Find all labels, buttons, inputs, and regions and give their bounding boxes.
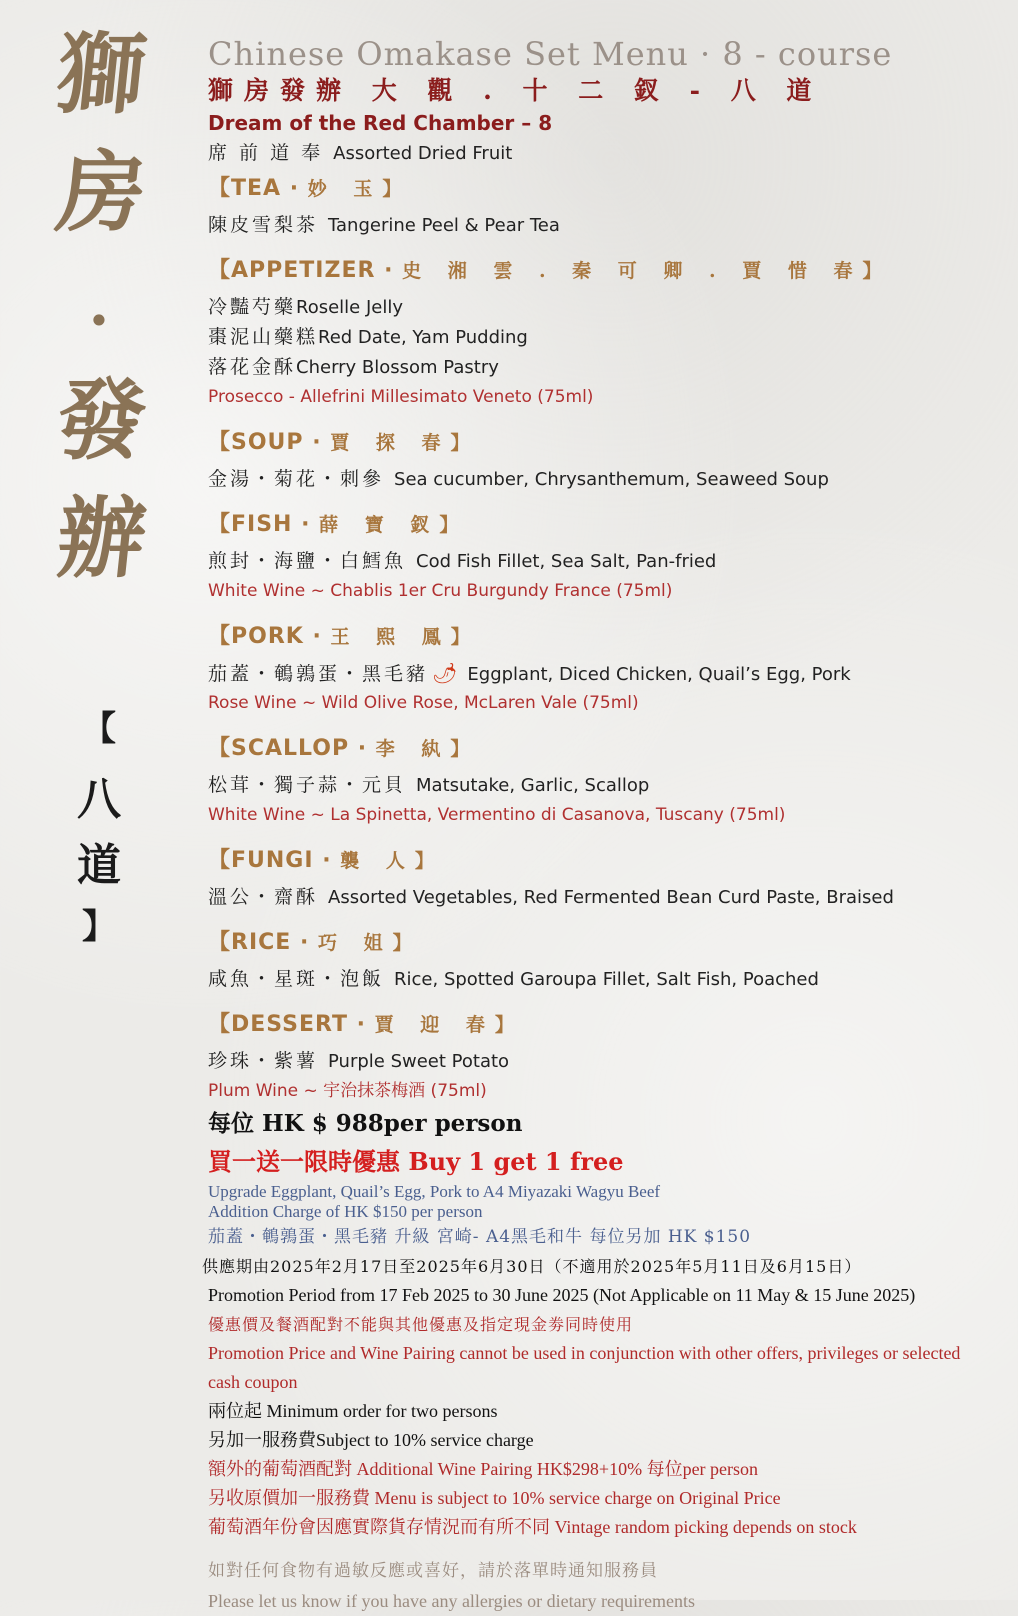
- menu-item: [208, 322, 998, 352]
- menu-item: [208, 1046, 998, 1076]
- wine-pairing: White Wine ~ Chablis 1er Cru Burgundy France (75ml): [208, 581, 673, 601]
- menu-content: [202, 34, 998, 1616]
- section-heading-soup: 【SOUP · 賈 探 春】: [208, 430, 480, 455]
- upgrade-note: Upgrade Eggplant, Quail’s Egg, Pork to A4 Miyazaki Wagyu Beef: [208, 1182, 661, 1201]
- service-charge: 另加一服務費Subject to 10% service charge: [208, 1430, 534, 1450]
- item-name-cn: 席 前 道 奉: [208, 142, 324, 164]
- vintage-note: 葡萄酒年份會因應實際貨存情況而有所不同 Vintage random picking depends on stock: [208, 1517, 857, 1537]
- promo-offer: 買一送一限時優惠 Buy 1 get 1 free: [208, 1147, 624, 1176]
- vertical-char: 辦: [52, 486, 150, 590]
- item-name-en: Assorted Vegetables, Red Fermented Bean Curd Paste, Braised: [328, 887, 894, 908]
- item-name-en: Sea cucumber, Chrysanthemum, Seaweed Soup: [394, 469, 829, 490]
- upgrade-note-cn: 茄蓋・鵪鶉蛋・黑毛豬 升級 宮崎- A4黑毛和牛 每位另加 HK $150: [208, 1227, 752, 1247]
- menu-item: [208, 292, 998, 322]
- price-per-person: 每位 HK $ 988per person: [208, 1110, 523, 1137]
- item-name-cn: 煎封・海鹽・白鱈魚: [208, 550, 407, 572]
- section-heading-fish: 【FISH · 薛 寶 釵】: [208, 512, 469, 537]
- section-heading-tea: 【TEA · 妙 玉】: [208, 176, 412, 201]
- original-price-note: 另收原價加一服務費 Menu is subject to 10% service charge on Original Price: [208, 1488, 781, 1508]
- vertical-bracket-close: 】: [82, 907, 116, 947]
- menu-item: [208, 464, 998, 494]
- vertical-char: 房: [52, 140, 150, 244]
- vertical-restaurant-name: [44, 22, 154, 612]
- item-name-en: Red Date, Yam Pudding: [318, 327, 528, 348]
- restriction-en: Promotion Price and Wine Pairing cannot be used in conjunction with other offers, privileges or selected cash coupon: [208, 1343, 961, 1392]
- item-name-cn: 珍珠・紫薯: [208, 1050, 319, 1072]
- item-name-cn: 棗泥山藥糕: [208, 326, 319, 348]
- vertical-dot: ·: [88, 286, 110, 356]
- vertical-char: 獅: [52, 22, 150, 126]
- menu-title-cn: 獅房發辦 大 觀 . 十 二 釵 - 八 道: [208, 76, 823, 105]
- item-name-cn: 冷豔芍藥: [208, 296, 297, 318]
- menu-subtitle: Dream of the Red Chamber – 8: [208, 111, 553, 135]
- section-heading-pork: 【PORK · 王 熙 鳳】: [208, 624, 480, 649]
- allergy-note-en: Please let us know if you have any allergies or dietary requirements: [208, 1591, 696, 1611]
- item-name-en: Eggplant, Diced Chicken, Quail’s Egg, Pork: [467, 664, 851, 685]
- additional-wine-pairing: 額外的葡萄酒配對 Additional Wine Pairing HK$298+10% 每位per person: [208, 1459, 759, 1479]
- vertical-course-char: 道: [77, 840, 121, 891]
- vertical-char: 發: [52, 368, 150, 472]
- wine-pairing: Rose Wine ~ Wild Olive Rose, McLaren Vale (75ml): [208, 693, 639, 713]
- menu-item: [208, 210, 998, 240]
- item-name-en: Assorted Dried Fruit: [333, 143, 513, 164]
- menu-item: [208, 546, 998, 576]
- item-name-cn: 咸魚・星斑・泡飯: [208, 968, 385, 990]
- item-name-cn: 金湯・菊花・刺參: [208, 468, 385, 490]
- menu-item: [208, 964, 998, 994]
- wine-pairing: White Wine ~ La Spinetta, Vermentino di Casanova, Tuscany (75ml): [208, 805, 786, 825]
- item-name-en: Roselle Jelly: [296, 297, 404, 318]
- item-name-cn: 溫公・齋酥: [208, 886, 319, 908]
- item-name-cn: 松茸・獨子蒜・元貝: [208, 774, 407, 796]
- vertical-bracket-open: 【: [82, 709, 116, 749]
- menu-title: Chinese Omakase Set Menu · 8 - course: [208, 35, 893, 73]
- restriction-cn: 優惠價及餐酒配對不能與其他優惠及指定現金劵同時使用: [208, 1315, 634, 1334]
- item-name-en: Purple Sweet Potato: [328, 1051, 510, 1072]
- upgrade-charge: Addition Charge of HK $150 per person: [208, 1202, 483, 1221]
- promotion-period-cn: 供應期由2025年2月17日至2025年6月30日（不適用於2025年5月11日及6月15日）: [202, 1257, 862, 1276]
- wine-pairing: Plum Wine ~ 宇治抹茶梅酒 (75ml): [208, 1081, 487, 1101]
- chili-pepper-icon: 🌶: [432, 661, 458, 685]
- pre-course-item: [208, 138, 998, 168]
- vertical-course-char: 八: [77, 774, 121, 825]
- item-name-en: Matsutake, Garlic, Scallop: [416, 775, 650, 796]
- item-name-cn: 陳皮雪梨茶: [208, 214, 319, 236]
- item-name-cn: 落花金酥: [208, 356, 297, 378]
- item-name-en: Tangerine Peel & Pear Tea: [328, 215, 560, 236]
- promotion-period-en: Promotion Period from 17 Feb 2025 to 30 June 2025 (Not Applicable on 11 May & 15 June 2025): [208, 1285, 916, 1305]
- section-heading-appetizer: 【APPETIZER · 史 湘 雲 . 秦 可 卿 . 賈 惜 春】: [208, 258, 892, 283]
- section-heading-scallop: 【SCALLOP · 李 紈】: [208, 736, 480, 761]
- section-heading-fungi: 【FUNGI · 襲 人】: [208, 848, 444, 873]
- wine-pairing: Prosecco - Allefrini Millesimato Veneto (75ml): [208, 387, 594, 407]
- menu-item: [208, 352, 998, 382]
- menu-item: [208, 882, 998, 912]
- menu-item: [208, 770, 998, 800]
- vertical-course-count: [64, 709, 134, 976]
- allergy-note-cn: 如對任何食物有過敏反應或喜好，請於落單時通知服務員: [208, 1561, 658, 1581]
- section-heading-dessert: 【DESSERT · 賈 迎 春】: [208, 1012, 524, 1037]
- minimum-order: 兩位起 Minimum order for two persons: [208, 1401, 498, 1421]
- item-name-cn: 茄蓋・鵪鶉蛋・黑毛豬: [208, 663, 429, 685]
- item-name-en: Rice, Spotted Garoupa Fillet, Salt Fish, Poached: [394, 969, 819, 990]
- item-name-en: Cherry Blossom Pastry: [296, 357, 499, 378]
- section-heading-rice: 【RICE · 巧 姐】: [208, 930, 422, 955]
- menu-item: [208, 658, 998, 688]
- item-name-en: Cod Fish Fillet, Sea Salt, Pan-fried: [416, 551, 717, 572]
